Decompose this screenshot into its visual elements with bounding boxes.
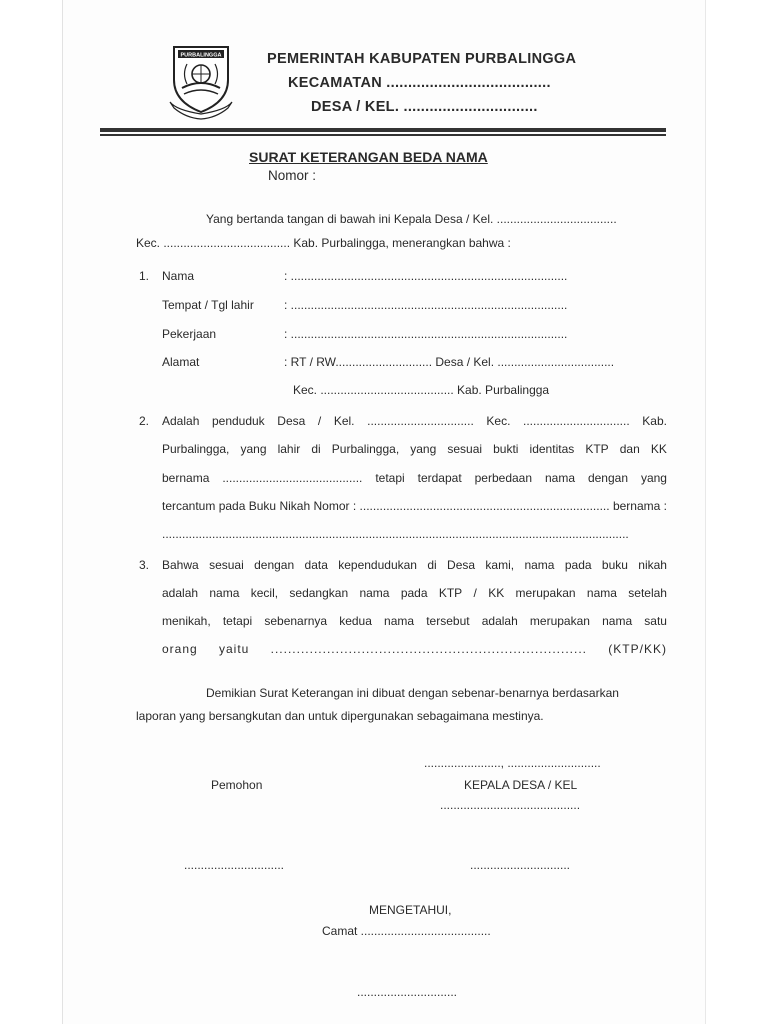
word: Bahwa [162, 558, 199, 572]
field-value-job: : ................................................................................... [284, 327, 568, 341]
field-value-nama: : ................................................................................... [284, 269, 568, 283]
word: terdapat [417, 471, 462, 485]
word: pada [218, 499, 246, 513]
word: kami, [485, 558, 515, 572]
field-label-birth: Tempat / Tgl lahir [162, 298, 254, 312]
word: sesuai [209, 558, 244, 572]
word: yang [640, 471, 667, 485]
item-3-number: 3. [139, 558, 150, 572]
word: Adalah [162, 414, 200, 428]
word: adalah [481, 614, 518, 628]
field-value-birth: : ................................................................................... [284, 298, 568, 312]
word: lahir [277, 442, 301, 456]
word: nikah [638, 558, 667, 572]
intro-line-1: Yang bertanda tangan di bawah ini Kepala Desa / Kel. .................................... [206, 212, 617, 226]
word: Kec. [486, 414, 511, 428]
item-2-line-2 [162, 442, 667, 456]
word: perbedaan [474, 471, 533, 485]
applicant-signature-line: .............................. [184, 858, 285, 872]
word: kependudukan [338, 558, 417, 572]
word: bernama [612, 499, 661, 513]
word: nama [602, 614, 633, 628]
item-2-line-1 [162, 414, 667, 428]
word: Desa [277, 414, 306, 428]
word: sesuai [447, 442, 483, 456]
village-head-signature-line: .............................. [470, 858, 571, 872]
word: dengan [587, 471, 628, 485]
item-2-line-3 [162, 471, 667, 485]
word: nama [384, 614, 415, 628]
field-value-address: : RT / RW............................. Desa / Kel. ................................... [284, 355, 615, 369]
word: Buku [248, 499, 277, 513]
word: ........................................................................... [359, 499, 610, 513]
word: KTP [585, 442, 609, 456]
word: nama [586, 586, 617, 600]
word: kedua [339, 614, 372, 628]
word: merupakan [529, 614, 590, 628]
word: tetapi [222, 614, 253, 628]
word: orang [162, 642, 198, 656]
svg-text:PURBALINGGA: PURBALINGGA [180, 52, 222, 59]
word: : [352, 499, 357, 513]
word: yaitu [218, 642, 250, 656]
regency-emblem-icon [168, 44, 234, 120]
item-1-number: 1. [139, 269, 150, 283]
word: di [311, 442, 321, 456]
header-government-name: PEMERINTAH KABUPATEN PURBALINGGA [267, 51, 577, 67]
item-3-line-1 [162, 558, 667, 572]
word: setelah [628, 586, 667, 600]
word: Kel. [333, 414, 355, 428]
word: ......................................................................... [270, 642, 588, 656]
item-3-line-2 [162, 586, 667, 600]
word: yang [240, 442, 267, 456]
word: : [663, 499, 667, 513]
closing-line-1: Demikian Surat Keterangan ini dibuat dengan sebenar-benarnya berdasarkan [206, 686, 619, 700]
word: / [473, 586, 477, 600]
word: tersebut [426, 614, 470, 628]
word: satu [644, 614, 667, 628]
word: penduduk [211, 414, 265, 428]
word: ................................ [367, 414, 474, 428]
word: ................................ [523, 414, 630, 428]
word: nama [544, 471, 575, 485]
document-number: Nomor : [268, 168, 317, 183]
camat-signature-line: .............................. [357, 985, 458, 999]
item-2-number: 2. [139, 414, 150, 428]
item-3-line-3 [162, 614, 667, 628]
word: Purbalingga, [162, 442, 230, 456]
word: Purbalingga, [331, 442, 400, 456]
field-label-nama: Nama [162, 269, 195, 283]
intro-line-2: Kec. ...................................... Kab. Purbalingga, menerangkan bahwa : [136, 236, 511, 250]
place-date: ......................., ............................ [424, 756, 601, 770]
word: / [317, 414, 322, 428]
applicant-label: Pemohon [211, 778, 263, 792]
item-3-line-4 [162, 642, 667, 656]
camat-label: Camat ....................................... [322, 924, 491, 938]
word: Nomor [313, 499, 350, 513]
acknowledged-label: MENGETAHUI, [369, 903, 452, 917]
word: menikah, [162, 614, 211, 628]
word: KTP [438, 586, 463, 600]
word: data [304, 558, 328, 572]
word: pada [400, 586, 428, 600]
field-address-line-2: Kec. ........................................ Kab. Purbalingga [293, 383, 550, 397]
word: (KTP/KK) [608, 642, 667, 656]
word: dengan [254, 558, 295, 572]
word: KK [488, 586, 505, 600]
item-2-blank-line: ............................................................................................................................................ [162, 527, 629, 541]
word: Desa [447, 558, 476, 572]
closing-line-2: laporan yang bersangkutan dan untuk dipergunakan sebagaimana mestinya. [136, 709, 544, 723]
word: buku [601, 558, 628, 572]
word: merupakan [515, 586, 576, 600]
word: identitas [529, 442, 575, 456]
header-divider-thick [100, 128, 666, 132]
header-district: KECAMATAN ...................................... [288, 75, 551, 91]
word: bernama [162, 471, 210, 485]
field-label-address: Alamat [162, 355, 200, 369]
word: Nikah [279, 499, 311, 513]
word: bukti [493, 442, 519, 456]
word: di [427, 558, 437, 572]
header-divider-thin [100, 134, 666, 136]
word: pada [564, 558, 592, 572]
field-label-job: Pekerjaan [162, 327, 217, 341]
word: nama [209, 586, 240, 600]
village-head-sub: .......................................... [440, 798, 581, 812]
village-head-label: KEPALA DESA / KEL [464, 778, 578, 792]
word: nama [524, 558, 555, 572]
header-village: DESA / KEL. ............................... [311, 99, 538, 115]
word: dan [619, 442, 640, 456]
word: yang [410, 442, 437, 456]
word: kecil, [250, 586, 279, 600]
word: tetapi [375, 471, 405, 485]
word: sebenarnya [264, 614, 328, 628]
word: .......................................... [222, 471, 363, 485]
word: tercantum [162, 499, 216, 513]
item-2-line-4 [162, 499, 667, 513]
word: Kab. [642, 414, 667, 428]
word: KK [650, 442, 667, 456]
document-title: SURAT KETERANGAN BEDA NAMA [249, 149, 488, 165]
word: adalah [162, 586, 199, 600]
word: sedangkan [289, 586, 349, 600]
word: nama [359, 586, 390, 600]
